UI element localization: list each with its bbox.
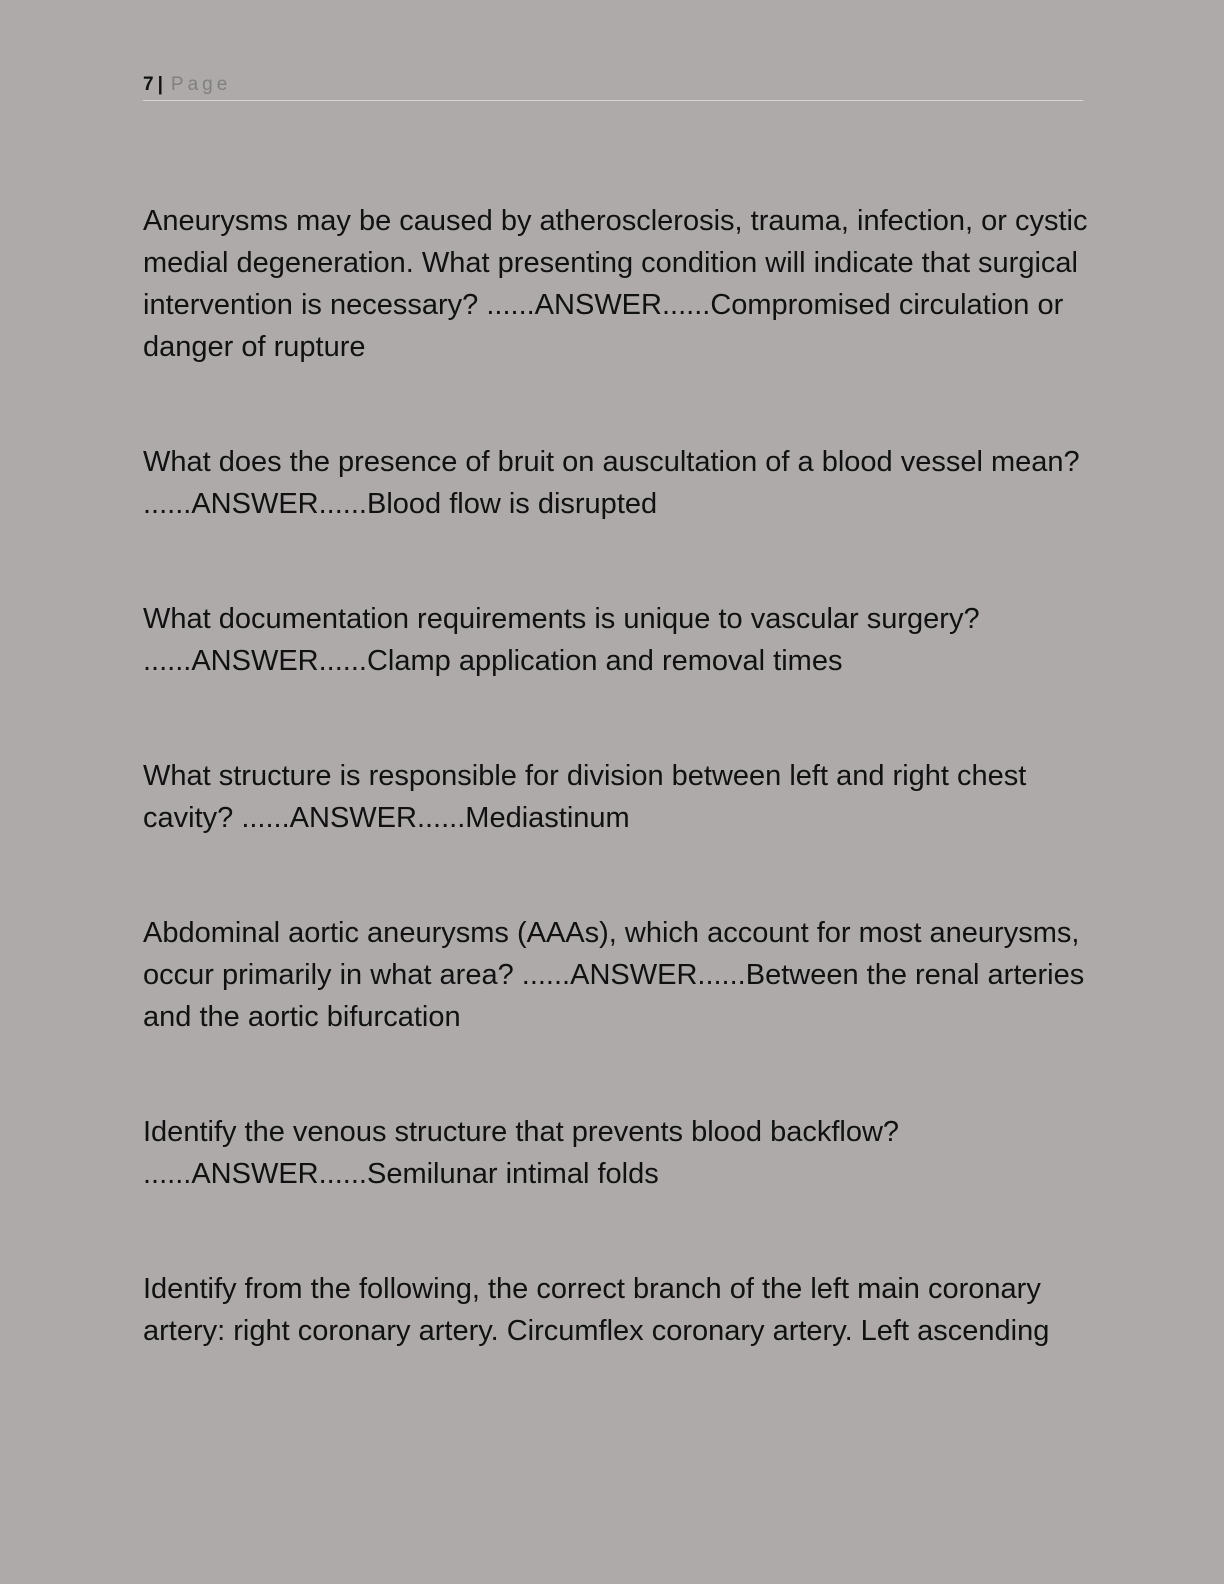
qa-paragraph: Aneurysms may be caused by atherosclerosis, trauma, infection, or cystic medial degeneration. What presenting condition will indicate that surgical intervention is necessary? ......ANSWER......Compromised circulation or danger of rupture	[143, 205, 1088, 363]
page-header	[143, 72, 1083, 101]
page-word: Page	[170, 74, 232, 95]
page-number: 7	[143, 74, 154, 95]
qa-paragraph: What does the presence of bruit on auscultation of a blood vessel mean? ......ANSWER......Blood flow is disrupted	[143, 446, 1080, 520]
qa-paragraph: Identify the venous structure that prevents blood backflow? ......ANSWER......Semilunar intimal folds	[143, 1116, 900, 1190]
qa-paragraph: Identify from the following, the correct branch of the left main coronary artery: right coronary artery. Circumflex coronary artery. Left ascending	[143, 1273, 1050, 1347]
page-separator: |	[157, 74, 163, 95]
page-number-label	[143, 74, 231, 96]
qa-paragraph: Abdominal aortic aneurysms (AAAs), which account for most aneurysms, occur primarily in what area? ......ANSWER......Between the renal arteries and the aortic bifurcation	[143, 917, 1085, 1033]
qa-paragraph: What structure is responsible for division between left and right chest cavity? ......ANSWER......Mediastinum	[143, 760, 1027, 834]
document-body	[143, 200, 1088, 1425]
qa-paragraph: What documentation requirements is unique to vascular surgery? ......ANSWER......Clamp application and removal times	[143, 603, 980, 677]
